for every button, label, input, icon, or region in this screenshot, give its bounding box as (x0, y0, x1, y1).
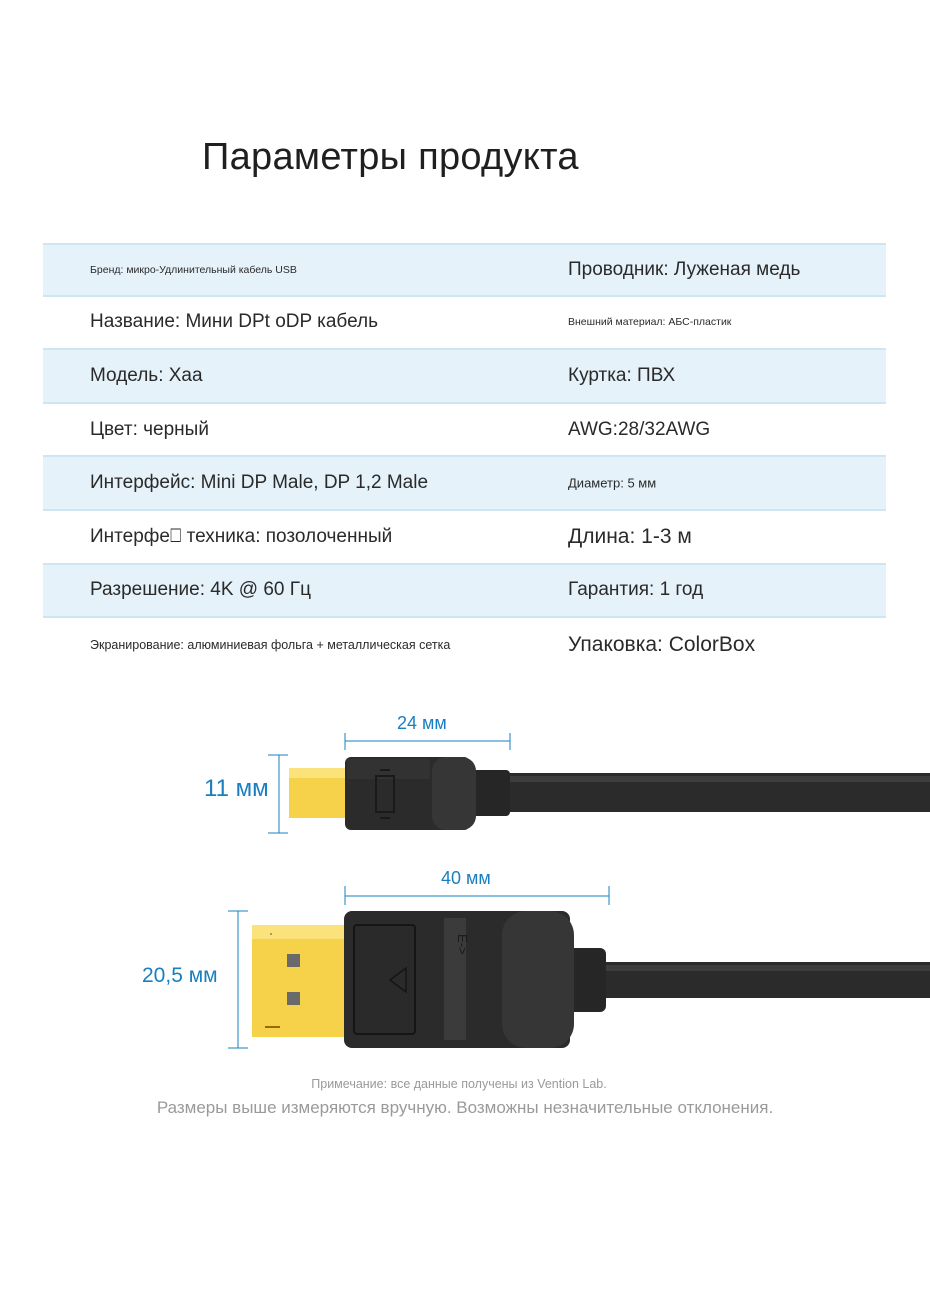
mini-dp-width-label: 24 мм (397, 713, 447, 733)
spec-resolution: Разрешение: 4K @ 60 Гц (90, 579, 311, 601)
spec-awg: AWG:28/32AWG (568, 418, 711, 440)
spec-name: Название: Мини DPt oDP кабель (90, 311, 379, 333)
spec-brand: Бренд: микро-Удлинительный кабель USB (90, 263, 297, 276)
spec-plating: Интерфе⎕ техника: позолоченный (90, 525, 393, 547)
spec-length: Длина: 1-3 м (568, 524, 692, 548)
spec-packaging: Упаковка: ColorBox (568, 632, 756, 656)
measurement-note: Размеры выше измеряются вручную. Возможны незначительные отклонения. (156, 1098, 774, 1117)
mini-dp-height-label: 11 мм (204, 775, 269, 802)
dp-arrow-mark: E-> (455, 934, 470, 955)
spec-interface: Интерфейс: Mini DP Male, DP 1,2 Male (90, 472, 429, 494)
spec-outer-material: Внешний материал: АБС-пластик (568, 316, 732, 329)
spec-conductor: Проводник: Луженая медь (568, 258, 801, 280)
spec-jacket: Куртка: ПВХ (568, 364, 676, 386)
spec-warranty: Гарантия: 1 год (568, 579, 704, 601)
mini-dp-connector (268, 733, 930, 833)
dp-gold-tip (252, 925, 347, 1037)
spec-color: Цвет: черный (90, 418, 209, 440)
dp-width-label: 40 мм (441, 868, 491, 888)
source-note (0, 1077, 930, 1091)
page-title: Параметры продукта (202, 136, 579, 178)
spec-model: Модель: Хаа (90, 364, 203, 386)
source-note-text: Примечание: все данные получены из Vention Lab. (311, 1077, 607, 1091)
dp-height-label: 20,5 мм (142, 964, 218, 987)
spec-diameter: Диаметр: 5 мм (568, 475, 657, 491)
dp-connector (228, 886, 930, 1048)
spec-shielding: Экранирование: алюминиевая фольга + металлическая сетка (90, 637, 451, 652)
